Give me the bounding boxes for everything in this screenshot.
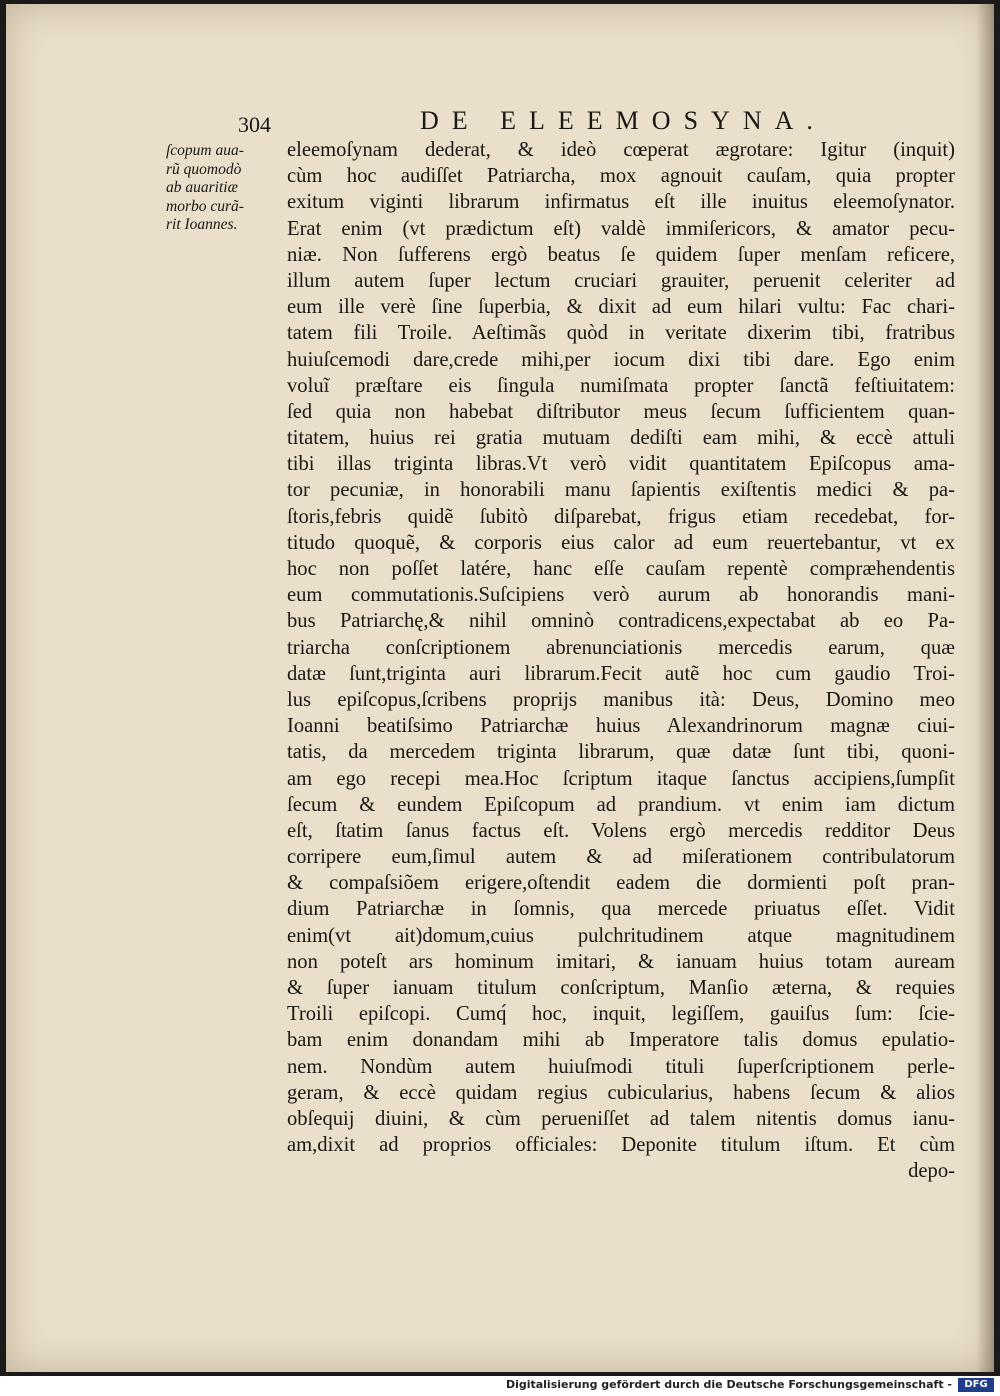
text-line: ſtoris,febris quidẽ ſubitò diſparebat, frigus etiam recedebat, for- — [287, 505, 955, 528]
text-line: non poteſt ars hominum imitari, & ianuam huius totam auream — [287, 950, 955, 973]
text-line: Troili epiſcopi. Cumq́ hoc, inquit, legiſſem, gauiſus ſum: ſcie- — [287, 1003, 955, 1026]
text-line: exitum viginti librarum infirmatus eſt ille inuitus eleemoſynator. — [287, 191, 955, 214]
body-text — [287, 137, 955, 1185]
marginal-note-line: ab auaritiæ — [166, 179, 238, 196]
text-line: & ſuper ianuam titulum conſcriptum, Manſio æterna, & requies — [287, 977, 955, 999]
marginal-note-line: rũ quomodò — [166, 160, 242, 178]
text-line: nem. Nondùm autem huiuſmodi tituli ſuperſcriptionem perle- — [287, 1055, 955, 1078]
text-line: tibi illas triginta libras.Vt verò vidit quantitatem Epiſcopus ama- — [287, 453, 955, 476]
marginal-note — [166, 142, 284, 235]
text-line: triarcha conſcriptionem abrenunciationis mercedis earum, quæ — [287, 636, 955, 659]
text-line: am ego recepi mea.Hoc ſcriptum itaque ſanctus accipiens,ſumpſit — [287, 767, 955, 790]
text-line: eum commutationis.Suſcipiens verò aurum ab honorandis mani- — [287, 584, 955, 607]
text-line: geram, & eccè quidam regius cubicularius, habens ſecum & alios — [287, 1081, 955, 1104]
text-line: & compaſsiõem erigere,oſtendit eadem die dormienti poſt pran- — [287, 872, 955, 895]
text-line: tatem fili Troile. Aeſtimãs quòd in veritate dixerim tibi, fratribus — [287, 322, 955, 345]
marginal-note-line: morbo curã- — [166, 197, 244, 215]
text-line: ſecum & eundem Epiſcopum ad prandium. vt enim iam dictum — [287, 793, 955, 816]
text-line: enim(vt ait)domum,cuius pulchritudinem atque magnitudinem — [287, 924, 955, 947]
text-line: eum ille verè ſine ſuperbia, & dixit ad eum hilari vultu: Fac chari- — [287, 296, 955, 319]
text-line: corripere eum,ſimul autem & ad miſerationem contribulatorum — [287, 846, 955, 869]
text-line: bam enim donandam mihi ab Imperatore talis domus epulatio- — [287, 1029, 955, 1052]
digitization-credit: Digitalisierung gefördert durch die Deutsche Forschungsgemeinschaft - — [505, 1378, 952, 1391]
catchword: depo- — [908, 1160, 955, 1183]
running-head: DE ELEEMOSYNA. — [420, 106, 826, 135]
marginal-note-line: rit Ioannes. — [166, 216, 238, 233]
text-line: eleemoſynam dederat, & ideò cœperat ægrotare: Igitur (inquit) — [287, 139, 955, 161]
text-line: hoc non poſſet latére, hanc eſſe cauſam repentè compræhendentis — [287, 558, 955, 580]
text-line: obſequij diuini, & cùm perueniſſet ad talem nitentis domus ianu- — [287, 1107, 955, 1130]
text-line: lus epiſcopus,ſcribens proprijs manibus ità: Deus, Domino meo — [287, 688, 955, 711]
text-line: titatem, huius rei gratia mutuam dediſti eam mihi, & eccè attuli — [287, 427, 955, 450]
text-line: illum autem ſuper lectum cruciari grauiter, peruenit celeriter ad — [287, 269, 955, 292]
text-line: tor pecuniæ, in honorabili manu ſapientis exiſtentis medici & pa- — [287, 479, 955, 502]
text-line: cùm hoc audiſſet Patriarcha, mox agnouit cauſam, quia propter — [287, 165, 955, 188]
text-line: tatis, da mercedem triginta librarum, quæ datæ ſunt tibi, quoni- — [287, 741, 955, 764]
text-line: voluĩ præſtare eis ſingula numiſmata propter ſanctã feſtiuitatem: — [287, 374, 955, 397]
text-line: niæ. Non ſufferens ergò beatus ſe quidem ſuper menſam reficere, — [287, 243, 955, 266]
dfg-logo: DFG — [958, 1378, 994, 1392]
text-line: Ioanni beatiſsimo Patriarchæ huius Alexandrinorum magnæ ciui- — [287, 715, 955, 738]
text-line: eſt, ſtatim ſanus factus eſt. Volens ergò mercedis redditor Deus — [287, 819, 955, 842]
text-line: am,dixit ad proprios officiales: Deponite titulum iſtum. Et cùm — [287, 1134, 955, 1157]
text-line: titudo quoquẽ, & corporis eius calor ad eum reuertebantur, vt ex — [287, 531, 955, 554]
text-line: bus Patriarchę,& nihil omninò contradicens,expectabat ab eo Pa- — [287, 610, 955, 633]
page-gutter-shadow — [976, 4, 994, 1372]
text-line: huiuſcemodi dare,crede mihi,per iocum dixi tibi dare. Ego enim — [287, 348, 955, 371]
marginal-note-line: ſcopum aua- — [166, 142, 244, 159]
text-line: ſed quia non habebat diſtributor meus ſecum ſufficientem quan- — [287, 400, 955, 423]
text-line: dium Patriarchæ in ſomnis, qua mercede priuatus eſſet. Vidit — [287, 898, 955, 921]
text-line: datæ ſunt,triginta auri librarum.Fecit autẽ hoc cum gaudio Troi- — [287, 662, 955, 685]
text-line: Erat enim (vt prædictum eſt) valdè immiſericors, & amator pecu- — [287, 217, 955, 240]
page-number: 304 — [238, 112, 271, 137]
